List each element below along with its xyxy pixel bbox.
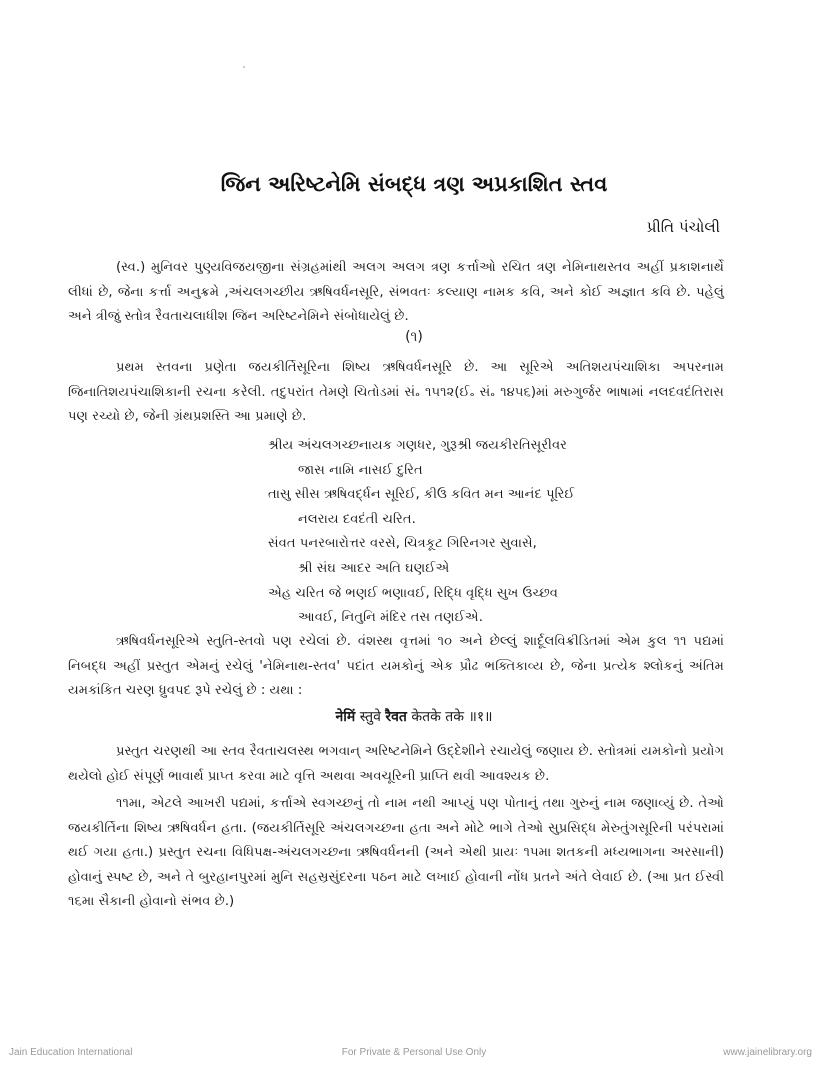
paragraph-charan: પ્રસ્તુત ચરણથી આ સ્તવ રૈવતાચલસ્થ ભગવાન્ અરિષ્ટનેમિને ઉદ્દેશીને રચાયેલું જણાય છે. સ્તોત્રમાં યમકોનો પ્રયોગ થયેલો હોઈ સંપૂર્ણ ભાવાર્થ પ્રાપ્ત કરવા માટે વૃત્તિ અથવા અવચૂરિની પ્રાપ્તિ થવી આવશ્યક છે. [68,744,724,784]
paragraph-first-stava: પ્રથમ સ્તવના પ્રણેતા જયકીર્તિસૂરિના શિષ્ય ઋષિવર્ધનસૂરિ છે. આ સૂરિએ અતિશયપંચાશિકા અપરનામ જિનાતિશયપંચાશિકાની રચના કરેલી. તદુપરાંત તેમણે ચિતોડમાં સં૰ ૧૫૧૨(ઈ૰ સં૰ ૧૪૫૬)માં મરુગુર્જર ભાષામાં નલદવદંતિરાસ પણ રચ્યો છે, જેની ગ્રંથપ્રશસ્તિ આ પ્રમાણે છે. [68,360,724,424]
verse-line: આવઈ, નિતુનિ મંદિર તસ તણઈએ. [298,610,483,626]
paragraph-intro: (સ્વ.) મુનિવર પુણ્યવિજયજીના સંગ્રહમાંથી અલગ અલગ ત્રણ કર્ત્તાઓ રચિત ત્રણ નેમિનાથસ્તવ અહીં પ્રકાશનાર્થે લીધાં છે, જેના કર્ત્તા અનુક્રમે ,અંચલગચ્છીય ઋષિવર્ધનસૂરિ, સંભવતઃ કલ્યાણ નામક કવિ, અને કોઈ અજ્ઞાત કવિ છે. પહેલું અને ત્રીજું સ્તોત્ર રૈવતાચલાધીશ જિન અરિષ્ટનેમિને સંબોધાયેલું છે. [68,260,724,324]
verse-line: તાસુ સીસ ઋષિવર્દ્ધન સૂરિઈ, કીઉ કવિત મન આનંદ પૂરિઈ [268,487,575,503]
sanskrit-refrain: नेमिं स्तुवे रैवत केतके तके ॥१॥ [335,709,493,725]
paragraph-stuti: ઋષિવર્ધનસૂરિએ સ્તુતિ-સ્તવો પણ રચેલાં છે. વંશસ્થ વૃત્તમાં ૧૦ અને છેલ્લું શાર્દૂલવિક્રીડિતમાં એમ કુલ ૧૧ પદ્યમાં નિબદ્ધ અહીં પ્રસ્તુત એમનું રચેલું 'નેમિનાથ-સ્તવ' પદાંત યમકોનું એક પ્રૌઢ ભક્તિકાવ્ય છે, જેના પ્રત્યેક શ્લોકનું અંતિમ યમકાંકિત ચરણ ધ્રુવપદ રૂપે રચેલું છે : યથા : [68,634,724,698]
paragraph-final-verse: ૧૧મા, એટલે આખરી પદ્યમાં, કર્ત્તાએ સ્વગચ્છનું તો નામ નથી આપ્યું પણ પોતાનું તથા ગુરુનું નામ જણાવ્યું છે. તેઓ જયકીર્તિના શિષ્ય ઋષિવર્ધન હતા. (જયકીર્તિસૂરિ અંચલગચ્છના હતા અને મોટે ભાગે તેઓ સુપ્રસિદ્ધ મેરુતુંગસૂરિની પરંપરામાં થઈ ગયા હતા.) પ્રસ્તુત રચના વિધિપક્ષ-અંચલગચ્છના ઋષિવર્ધનની (અને એથી પ્રાયઃ ૧૫મા શતકની મધ્યભાગના અરસાની) હોવાનું સ્પષ્ટ છે, અને તે બુરહાનપુરમાં મુનિ સહસ્રસુંદરના પઠન માટે લખાઈ હોવાની નોંધ પ્રતને અંતે લેવાઈ છે. (આ પ્રત ઈસ્વી ૧૬મા સૈકાની હોવાનો સંભવ છે.) [68,796,724,909]
author-name: પ્રીતિ પંચોલી [646,218,720,236]
article-title: જિન અરિષ્ટનેમિ સંબદ્ધ ત્રણ અપ્રકાશિત સ્તવ [220,172,608,196]
verse-block [268,434,575,631]
verse-line: જાસ નામિ નાસઈ દુરિત [298,462,423,478]
verse-line: નલરાય દવદંતી ચરિત. [298,511,416,527]
footer-website-link[interactable]: www.jainelibrary.org [723,1047,812,1058]
footer-usage-note: For Private & Personal Use Only [341,1047,487,1058]
verse-line: શ્રીય અંચલગચ્છનાયક ગણધર, ગુરૂશ્રી જયકીરતિસૂરીવર [268,438,567,453]
verse-line: સંવત પનરબારોત્તર વરસે, ચિત્રકૂટ ગિરિનગર સુવાસે, [268,536,537,552]
verse-line: શ્રી સંઘ આદર અતિ ઘણઈએ [298,560,450,576]
section-number: (૧) [405,329,423,345]
verse-line: એહ ચરિત જે ભણઈ ભણાવઈ, રિદ્ધિ વૃદ્ધિ સુખ ઉચ્છવ [268,585,559,601]
footer-publisher: Jain Education International [9,1047,133,1058]
scan-speck [243,66,245,68]
